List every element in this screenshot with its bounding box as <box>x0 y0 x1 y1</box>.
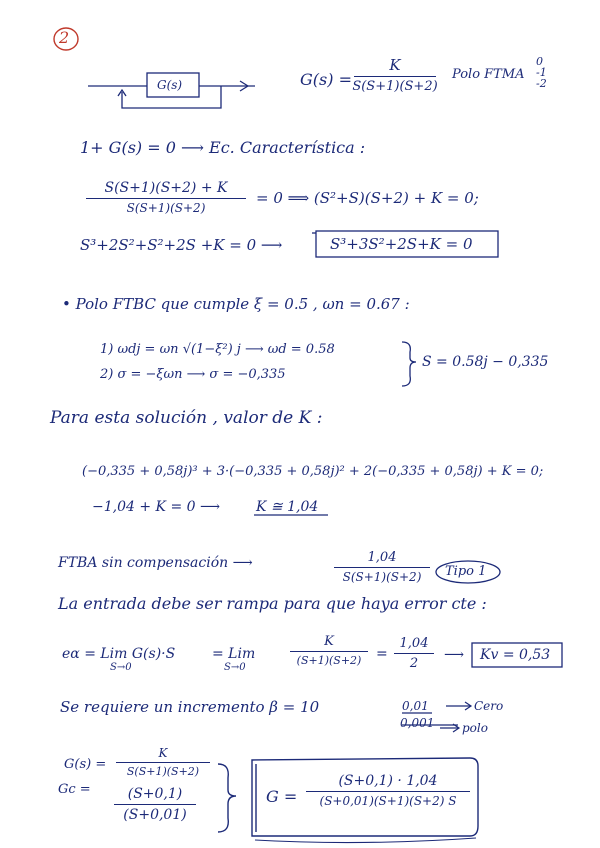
k-solution-result: K ≅ 1,04 <box>256 499 319 515</box>
final-gc-lhs: Gc = <box>58 782 91 797</box>
final-result-num: (S+0,1) · 1,04 <box>338 773 438 789</box>
final-result-lhs: G = <box>266 787 298 806</box>
open-loop-fraction <box>354 56 436 94</box>
pole-1: -1 <box>536 66 547 79</box>
final-g-lhs: G(s) = <box>64 757 107 772</box>
error-val-den: 2 <box>409 656 419 671</box>
zero-value: 0,01 <box>402 699 429 713</box>
error-lim-sub: S→0 <box>110 662 132 673</box>
final-g-den: S(S+1)(S+2) <box>126 765 200 778</box>
type-label: Tipo 1 <box>445 564 487 579</box>
error-frac-den: (S+1)(S+2) <box>296 654 362 667</box>
k-solution-eq: (−0,335 + 0,58j)³ + 3·(−0,335 + 0,58j)² + 2(−0,335 + 0,58j) + K = 0; <box>82 464 544 479</box>
pole-result: S = 0.58j − 0,335 <box>422 354 549 370</box>
final-result-fraction <box>306 773 470 808</box>
char-eq-rhs: = 0 ⟹ (S²+S)(S+2) + K = 0; <box>256 189 479 207</box>
pole-label: polo <box>462 721 488 735</box>
open-loop-num: K <box>389 56 401 74</box>
zero-label: Cero <box>474 699 504 713</box>
final-g-fraction <box>116 746 210 778</box>
pole-0: 0 <box>536 55 543 68</box>
pole-brace <box>402 342 416 386</box>
error-lhs: eα = Lim G(s)·S <box>62 646 176 662</box>
error-mid: = Lim <box>212 646 256 662</box>
k-solution-line2: −1,04 + K = 0 ⟶ <box>92 499 221 515</box>
error-frac-num: K <box>324 634 334 649</box>
error-eq: = <box>376 646 388 662</box>
open-loop-lhs: G(s) = <box>300 70 352 89</box>
uncompensated-den: S(S+1)(S+2) <box>342 570 422 584</box>
final-result-den: (S+0,01)(S+1)(S+2) S <box>319 794 457 808</box>
pole-2: -2 <box>536 77 547 90</box>
error-fraction <box>290 634 368 667</box>
pole-list <box>536 56 547 89</box>
pole-spec-title: • Polo FTBC que cumple ξ = 0.5 , ωn = 0.67 : <box>62 295 410 313</box>
pole-eq1: 1) ωdj = ωn √(1−ξ²) j ⟶ ωd = 0.58 <box>100 342 335 357</box>
k-solution-title: Para esta solución , valor de K : <box>50 408 323 428</box>
uncompensated-fraction <box>334 550 430 584</box>
char-eq-frac-num: S(S+1)(S+2) + K <box>104 180 228 196</box>
problem-number: 2 <box>59 28 70 47</box>
pole-eq2: 2) σ = −ξωn ⟶ σ = −0,335 <box>100 367 286 382</box>
pole-value: 0,001 <box>400 716 435 730</box>
open-loop-den: S(S+1)(S+2) <box>352 79 438 94</box>
ramp-text: La entrada debe ser rampa para que haya error cte : <box>58 594 487 613</box>
uncompensated-num: 1,04 <box>367 550 397 565</box>
char-eq-line3: S³+2S²+S²+2S +K = 0 ⟶ <box>80 236 283 254</box>
pole-note: Polo FTMA <box>452 67 525 82</box>
error-val-num: 1,04 <box>399 636 429 651</box>
final-brace <box>218 764 236 832</box>
final-g-num: K <box>158 746 168 760</box>
error-arrow: ⟶ <box>444 647 465 663</box>
uncompensated-label: FTBA sin compensación ⟶ <box>58 555 253 571</box>
error-value-fraction <box>394 636 434 671</box>
char-eq-line1: 1+ G(s) = 0 ⟶ Ec. Característica : <box>80 138 366 157</box>
char-eq-frac-den: S(S+1)(S+2) <box>126 201 206 215</box>
final-gc-den: (S+0,01) <box>123 807 187 823</box>
final-gc-num: (S+0,1) <box>127 786 183 802</box>
increment-text: Se requiere un incremento β = 10 <box>60 698 320 716</box>
block-label: G(s) <box>157 78 183 92</box>
kv-result: Kv = 0,53 <box>480 647 551 663</box>
error-mid-sub: S→0 <box>224 662 246 673</box>
char-eq-boxed: S³+3S²+2S+K = 0 <box>330 235 473 253</box>
final-gc-fraction <box>114 786 196 823</box>
char-eq-fraction <box>86 180 246 215</box>
